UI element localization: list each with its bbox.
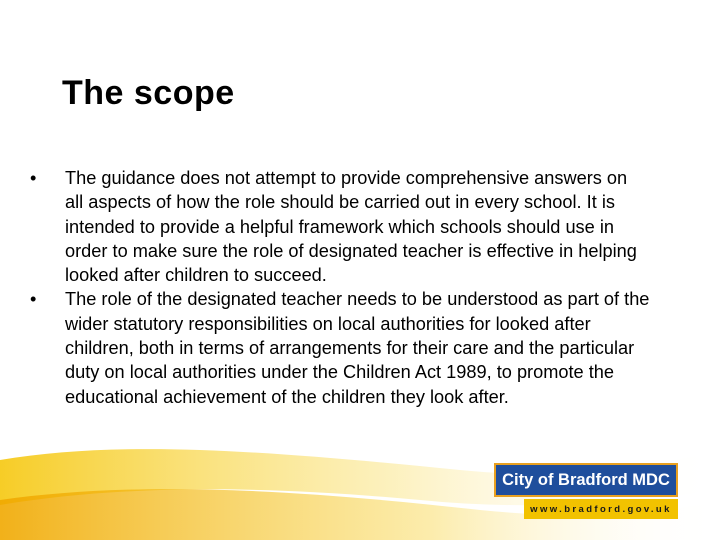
bullet-marker: • bbox=[30, 289, 37, 310]
bullet-text: The guidance does not attempt to provide comprehensive answers on all aspects of how the role should be carried out in every school. It is intended to provide a helpful framework which schools should use in order to make sure the role of designated teacher is effective in helping looked after children to succeed. bbox=[65, 168, 637, 286]
bullet-text: The role of the designated teacher needs to be understood as part of the wider statutory responsibilities on local authorities for looked after children, both in terms of arrangements for their care and the particular duty on local authorities under the Children Act 1989, to promote the educational achievement of the children they look after. bbox=[65, 289, 650, 407]
logo-url-panel bbox=[524, 499, 678, 519]
bullet-list bbox=[30, 166, 650, 409]
logo-url: www.bradford.gov.uk bbox=[530, 503, 672, 515]
slide-title: The scope bbox=[62, 74, 235, 112]
bullet-marker: • bbox=[30, 168, 37, 188]
bullet-item bbox=[30, 287, 650, 408]
city-of-bradford-logo bbox=[494, 463, 678, 519]
logo-name: City of Bradford MDC bbox=[502, 470, 670, 489]
bullet-item bbox=[30, 166, 650, 287]
logo-name-panel bbox=[494, 463, 678, 497]
